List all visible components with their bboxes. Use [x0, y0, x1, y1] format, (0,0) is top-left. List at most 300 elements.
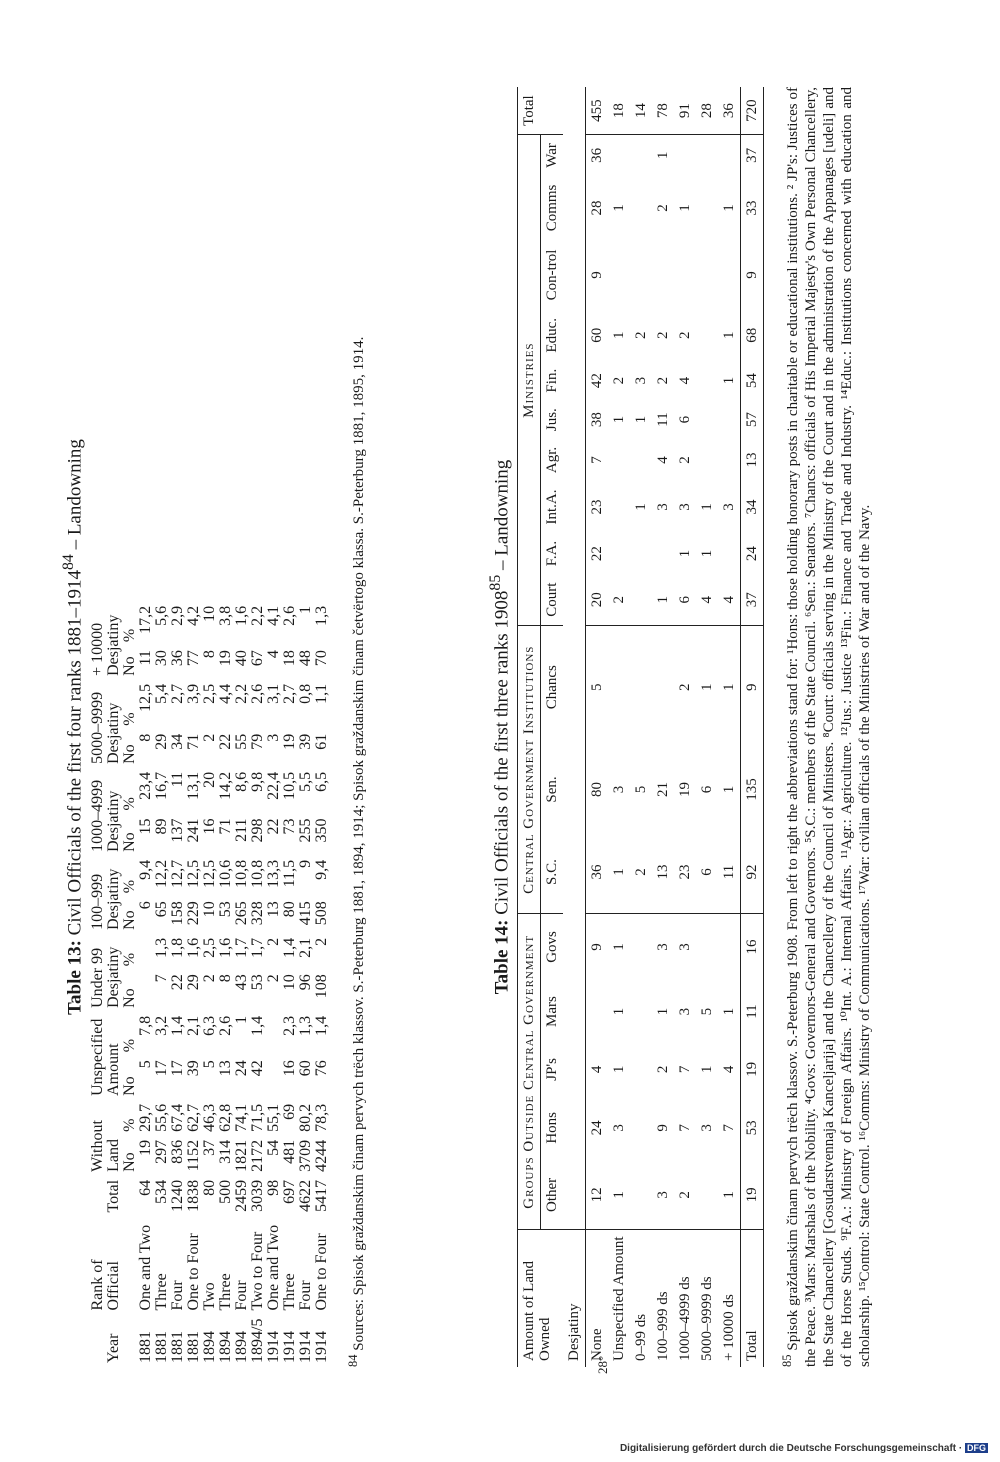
table-cell [630, 135, 652, 176]
table-cell: 10,5 [281, 771, 299, 800]
table-cell: 5417 [313, 1179, 331, 1212]
table-cell: 3 [265, 733, 283, 742]
table-cell: 37 [201, 1139, 219, 1156]
table-cell: 481 [281, 1139, 299, 1164]
table-cell: 19 [677, 782, 694, 798]
table-cell: 9,8 [249, 771, 267, 792]
table-cell: 1 [611, 415, 628, 424]
table-cell: 2 [633, 868, 650, 876]
table-cell: 9,4 [137, 859, 155, 880]
table-cell: 1 [699, 1065, 716, 1074]
table-cell: 8,6 [233, 771, 251, 792]
table-cell: 43 [233, 974, 251, 991]
table-cell: 1914 [297, 1331, 315, 1363]
table-cell [718, 533, 741, 574]
table-cell: 19 [744, 1187, 761, 1203]
table-cell [630, 1043, 652, 1095]
table-cell: 211 [233, 818, 251, 842]
table-cell: 6 [137, 901, 155, 910]
table-cell: 92 [744, 864, 761, 880]
table-cell: 12,7 [169, 859, 187, 888]
table-cell: 3 [652, 914, 674, 980]
table-cell: 241 [185, 818, 203, 843]
table-cell [718, 439, 741, 481]
table-cell: 53 [249, 974, 267, 991]
table-cell: 80 [281, 901, 299, 918]
table-cell: 12,5 [137, 683, 155, 712]
table-cell: 4 [721, 1065, 738, 1074]
subheader-cell: Govs [541, 914, 564, 980]
sub-no: No [121, 656, 139, 676]
table-cell [696, 361, 718, 400]
table-cell: 22,4 [265, 771, 283, 800]
table-cell: 6,5 [313, 771, 331, 792]
subheader-cell: Agr. [544, 446, 561, 474]
table-cell: 24 [589, 1120, 606, 1136]
table-row [250, 602, 266, 1367]
table-cell: 1881 [153, 1331, 171, 1363]
table-cell: 74,1 [233, 1103, 251, 1132]
table-cell: 19 [137, 1139, 155, 1156]
table-cell: 5,4 [153, 683, 171, 704]
table-cell: 22 [217, 733, 235, 750]
table-cell: One and Two [137, 1224, 155, 1311]
table-cell: 1 [633, 415, 650, 424]
table-cell: Three [217, 1273, 235, 1311]
table-cell: 2,7 [169, 683, 187, 704]
table-cell: 2,5 [201, 937, 219, 958]
table-cell: 2 [201, 733, 219, 742]
table-cell [630, 439, 652, 481]
table-13 [90, 602, 330, 1367]
table-cell [586, 980, 609, 1044]
header-without-land: Without Land [89, 1120, 123, 1172]
table-cell: 1914 [281, 1331, 299, 1363]
table-cell: 3 [677, 503, 694, 511]
dfg-credit: Digitalisierung gefördert durch die Deutsche Forschungsgemeinschaft · DFG [619, 1443, 986, 1454]
table-cell: 328 [249, 901, 267, 926]
table-cell: 6 [677, 415, 694, 424]
table-cell: One and Two [265, 1224, 283, 1311]
table-cell [696, 914, 718, 980]
table-cell: 2 [201, 974, 219, 983]
table-cell: 455 [589, 99, 606, 122]
row-label: + 10000 ds [718, 1230, 741, 1367]
table-cell: 3,2 [153, 1015, 171, 1036]
table-cell: 2 [677, 456, 694, 464]
table-cell [718, 240, 741, 309]
table-cell: 229 [185, 901, 203, 926]
table-cell: 60 [589, 327, 606, 343]
table-cell: 16 [201, 818, 219, 835]
sub-pct: % [121, 797, 139, 811]
table-cell: 2,3 [281, 1015, 299, 1036]
table-cell: 23 [589, 499, 606, 515]
table-cell: 1,4 [169, 1015, 187, 1036]
table-row [282, 602, 298, 1367]
table-cell: 4 [699, 595, 716, 604]
table-cell: 2 [655, 331, 672, 340]
table-cell: 42 [589, 373, 606, 389]
table-cell: 6,3 [201, 1015, 219, 1036]
table-cell [652, 240, 674, 309]
table-cell: 11 [721, 864, 738, 880]
header-100-999: 100–999 Desjatiny [89, 868, 123, 930]
table-cell: 39 [297, 733, 315, 750]
table-cell: 53 [217, 901, 235, 918]
subheader-cell: Educ. [544, 317, 561, 353]
table-cell: 5 [201, 1060, 219, 1069]
table-cell: 1,6 [217, 937, 235, 958]
table-cell: 2,5 [201, 683, 219, 704]
sub-no: No [121, 1152, 139, 1172]
table-row [630, 87, 652, 1367]
table-13-body [138, 602, 330, 1367]
subheader-cell: Other [544, 1177, 561, 1212]
table-cell: 30 [153, 650, 171, 667]
table-cell [608, 626, 630, 749]
table-cell: 3,9 [185, 683, 203, 704]
table-cell: 1,3 [153, 937, 171, 958]
table-cell: 8 [137, 733, 155, 742]
table-cell: 24 [233, 1060, 251, 1077]
table-cell: 40 [233, 650, 251, 667]
page-number: 28° [595, 1355, 610, 1374]
table-cell: 80 [201, 1179, 219, 1196]
table-cell: 3 [721, 503, 738, 511]
header-amount-land: Amount of Land Owned [518, 1230, 564, 1367]
table-cell: 697 [281, 1179, 299, 1204]
table-cell: 71 [217, 818, 235, 835]
table-cell: 1 [699, 549, 716, 558]
table-cell: 64 [137, 1179, 155, 1196]
table-cell: 33 [744, 200, 761, 216]
table-cell: 76 [313, 1060, 331, 1077]
table-cell: 79 [249, 733, 267, 750]
table-cell: 9 [586, 914, 609, 980]
table-cell: 3,1 [265, 683, 283, 704]
sub-pct: % [121, 1118, 139, 1132]
table-cell [630, 240, 652, 309]
header-total: Total [521, 95, 538, 126]
table-cell: 2,1 [297, 937, 315, 958]
table-row [266, 602, 282, 1367]
table-cell: 3 [699, 1124, 716, 1132]
table-cell: 2 [677, 1191, 694, 1199]
table-cell: 6 [677, 595, 694, 604]
subheader-cell: Con-trol [544, 249, 561, 301]
table-cell: 37 [741, 135, 764, 176]
table-cell: 13 [217, 1060, 235, 1077]
table-cell: 70 [313, 650, 331, 667]
table-cell: 3 [633, 376, 650, 385]
table-cell: 1,7 [249, 937, 267, 958]
table-row [298, 602, 314, 1367]
table-cell: 55,6 [153, 1103, 171, 1132]
table-cell: 2 [633, 331, 650, 340]
table-cell: 38 [589, 412, 606, 428]
table-row [718, 87, 741, 1367]
table-cell: 2 [655, 204, 672, 212]
table-cell [630, 1160, 652, 1230]
table-cell: 17,2 [137, 605, 155, 634]
table-cell: 1,6 [233, 605, 251, 626]
table-cell: 3 [655, 1191, 672, 1199]
subheader-cell: Int.A. [544, 489, 561, 525]
table-cell [674, 135, 696, 176]
table-cell: 1,7 [233, 937, 251, 958]
table-row [170, 602, 186, 1367]
table-cell: 4244 [313, 1139, 331, 1172]
table-cell: 1,1 [313, 683, 331, 704]
table-cell: 1 [721, 331, 738, 340]
table-cell: 7 [677, 1065, 694, 1074]
table-cell: 19 [217, 650, 235, 667]
subheader-cell: Chancs [541, 626, 564, 749]
table-cell: 69 [281, 1103, 299, 1120]
table-cell [696, 1160, 718, 1230]
table-cell: 80,2 [297, 1103, 315, 1132]
sub-no: No [121, 832, 139, 852]
row-label: 100–999 ds [652, 1230, 674, 1367]
table-cell [630, 176, 652, 241]
table-cell: 3 [677, 1007, 694, 1016]
subheader-cell: Comms [544, 184, 561, 232]
subheader-cell: Sen. [544, 776, 561, 803]
table-cell: 1 [721, 376, 738, 385]
table-cell [696, 176, 718, 241]
sub-no: No [121, 988, 139, 1008]
table-cell: 19 [744, 1061, 761, 1077]
table-cell: 2172 [249, 1139, 267, 1172]
table-cell: 7 [153, 974, 171, 983]
table-cell: Two [201, 1282, 219, 1311]
subheader-cell: Hons [544, 1111, 561, 1144]
table-cell: 1821 [233, 1139, 251, 1172]
table-cell: 20 [201, 771, 219, 788]
table-cell: 96 [297, 974, 315, 991]
table-cell: 500 [217, 1179, 235, 1204]
table-cell: 135 [744, 778, 761, 801]
table-cell: 71 [185, 733, 203, 750]
table-cell: 73 [281, 818, 299, 835]
table-cell: 1 [655, 595, 672, 604]
table-cell: 5 [699, 1007, 716, 1016]
table-row [218, 602, 234, 1367]
table-cell: 24 [744, 546, 761, 562]
table-cell [718, 914, 741, 980]
sub-no: No [121, 744, 139, 764]
header-total: Total [105, 1179, 123, 1213]
table-cell: 19 [281, 733, 299, 750]
header-10000: + 10000 Desjatiny [89, 614, 123, 676]
table-cell: 23 [677, 864, 694, 880]
table-cell: Three [281, 1273, 299, 1311]
table-cell: 298 [249, 818, 267, 843]
table-cell: 3039 [249, 1179, 267, 1212]
table-cell: 1881 [137, 1331, 155, 1363]
table-13-sources-note: $^{84}$ Sources: Spisok graždanskim činam pervych trëch klassov. S.-Peterburg 1881, 1894, 1914; Spisok graždanskim činam četvërtogo klassa. S.-Peterburg 1881, 1895, 1914. [346, 336, 368, 1367]
table-cell: 534 [153, 1179, 171, 1204]
table-cell: 1 [611, 1007, 628, 1016]
table-cell: 2 [611, 595, 628, 604]
sub-pct: % [121, 628, 139, 643]
table-cell: 10,8 [249, 859, 267, 888]
table-cell: 4 [589, 1065, 606, 1074]
table-cell: 1152 [185, 1139, 203, 1172]
table-cell: 2 [265, 937, 283, 946]
table-13-subheader-row [122, 602, 138, 1367]
row-label: None [586, 1230, 609, 1367]
table-13-header-row [90, 602, 122, 1367]
table-cell [652, 626, 674, 749]
table-cell: 1914 [265, 1331, 283, 1363]
row-label: 0–99 ds [630, 1230, 652, 1367]
subheader-cell: Jus. [544, 408, 561, 432]
table-cell: 46,3 [201, 1103, 219, 1132]
sub-pct: % [121, 879, 139, 894]
table-cell: 22 [169, 974, 187, 991]
table-cell: 1,4 [281, 937, 299, 958]
table-14 [517, 87, 764, 1367]
table-cell: 12,5 [185, 859, 203, 888]
table-cell: 42 [249, 1060, 267, 1077]
table-cell: 1 [721, 1007, 738, 1016]
table-cell: 8 [217, 974, 235, 983]
table-cell: 1 [633, 503, 650, 511]
table-cell: 7 [677, 1124, 694, 1132]
table-cell: 4 [655, 456, 672, 464]
table-cell [652, 533, 674, 574]
table-cell: 6 [699, 785, 716, 794]
table-cell: 9 [655, 1124, 672, 1132]
table-cell: 1 [699, 503, 716, 511]
table-cell: 55 [233, 733, 251, 750]
table-cell: 14,2 [217, 771, 235, 800]
table-cell: 265 [233, 901, 251, 926]
table-cell: 12,5 [201, 859, 219, 888]
table-cell: 2 [655, 376, 672, 385]
table-cell: 10 [201, 901, 219, 918]
row-label: Unspecified Amount [608, 1230, 630, 1367]
sub-no: No [121, 1076, 139, 1096]
table-cell: 1,3 [313, 605, 331, 626]
table-row [154, 602, 170, 1367]
table-cell [266, 1056, 282, 1100]
table-cell: 68 [744, 327, 761, 343]
table-cell: 34 [169, 733, 187, 750]
table-cell: 67,4 [169, 1103, 187, 1132]
table-cell [630, 1095, 652, 1160]
table-cell: 22 [265, 818, 283, 835]
table-cell: 1 [718, 626, 741, 749]
table-cell: 11,5 [281, 859, 299, 888]
table-cell: 508 [313, 901, 331, 926]
table-cell: 1 [655, 1007, 672, 1016]
table-cell: 255 [297, 818, 315, 843]
table-cell: 18 [281, 650, 299, 667]
table-cell: 9 [744, 271, 761, 279]
table-cell: 28 [699, 103, 716, 119]
table-cell: 4,4 [217, 683, 235, 704]
table-14-subheader-row [541, 87, 564, 1367]
table-14-section [487, 87, 874, 1367]
table-cell: 34 [744, 499, 761, 515]
table-row [586, 87, 609, 1367]
table-cell: 29 [185, 974, 203, 991]
table-cell: 1 [611, 868, 628, 876]
table-cell: 1 [721, 1191, 738, 1199]
table-cell: 80 [589, 782, 606, 798]
table-cell: 1 [611, 204, 628, 212]
subheader-cell: F.A. [544, 540, 561, 567]
header-unspecified: Unspecified Amount [89, 1018, 123, 1096]
table-cell: 53 [744, 1120, 761, 1136]
table-cell: 1838 [185, 1179, 203, 1212]
table-cell: 10 [201, 605, 219, 622]
table-cell: 77 [185, 650, 203, 667]
table-cell: 1 [677, 204, 694, 212]
table-cell: 91 [677, 103, 694, 119]
table-cell: 2 [677, 331, 694, 340]
table-cell: 12,2 [153, 859, 171, 888]
table-cell: 48 [297, 650, 315, 667]
table-cell: 3 [611, 1124, 628, 1132]
table-cell: 20 [589, 592, 606, 608]
table-cell [608, 481, 630, 533]
table-cell: 11 [655, 412, 672, 427]
table-cell: 1 [696, 626, 718, 749]
table-cell: 1894/5 [249, 1318, 267, 1363]
table-cell: 5,6 [153, 605, 171, 626]
subheader-cell: JP's [544, 1058, 561, 1081]
table-cell: 720 [744, 99, 761, 122]
table-cell: 12 [589, 1187, 606, 1203]
table-cell: 15 [137, 818, 155, 835]
table-cell: 2,6 [281, 605, 299, 626]
table-cell: 3709 [297, 1139, 315, 1172]
table-cell [696, 240, 718, 309]
table-cell: 36 [721, 103, 738, 119]
table-cell: 7 [721, 1124, 738, 1132]
table-cell: 16 [281, 1060, 299, 1077]
table-cell [608, 533, 630, 574]
table-cell: 11 [744, 1004, 761, 1019]
table-14-body [586, 87, 764, 1367]
table-cell: 1914 [313, 1331, 331, 1363]
table-13-section [60, 87, 368, 1367]
table-cell: 16 [741, 914, 764, 980]
table-cell: 4 [677, 376, 694, 385]
table-cell: Four [233, 1280, 251, 1311]
table-cell: 37 [744, 592, 761, 608]
table-cell: 67 [249, 650, 267, 667]
table-cell: 17 [169, 1060, 187, 1077]
table-cell: 11 [137, 650, 155, 666]
table-cell: 0,8 [297, 683, 315, 704]
table-cell: 3 [674, 914, 696, 980]
table-cell: 9 [589, 271, 606, 279]
table-13-title: Table 13: Civil Officials of the first four ranks 1881–1914$^{84}$ – Landowning [60, 439, 86, 1015]
table-cell: 1 [297, 605, 315, 614]
table-cell: 13 [655, 864, 672, 880]
table-cell: 1 [652, 135, 674, 176]
table-cell: 4,1 [265, 605, 283, 626]
table-cell: 60 [297, 1060, 315, 1077]
subheader-cell: S.C. [544, 859, 561, 885]
table-cell: 1894 [201, 1331, 219, 1363]
table-row [674, 87, 696, 1367]
